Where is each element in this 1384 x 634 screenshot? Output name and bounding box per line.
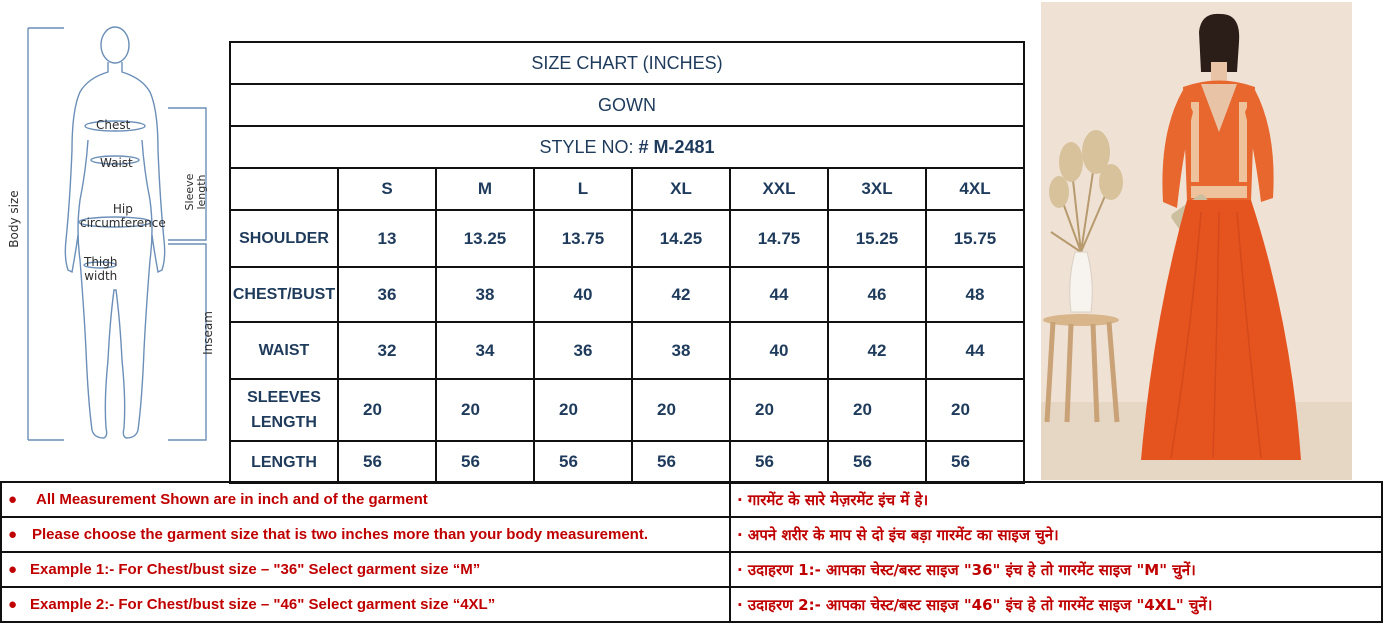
bullet-icon: ● bbox=[8, 526, 18, 543]
product-photo bbox=[1041, 2, 1352, 480]
table-cell: 20 bbox=[730, 379, 828, 441]
note-text: Example 1:- For Chest/bust size – "36" Select garment size “M” bbox=[30, 561, 481, 578]
table-cell: 56 bbox=[926, 441, 1024, 483]
table-row bbox=[230, 379, 1024, 441]
body-measurement-diagram bbox=[0, 0, 228, 480]
style-label: STYLE NO: bbox=[539, 136, 634, 157]
chart-title: SIZE CHART (INCHES) bbox=[230, 42, 1024, 84]
row-label: SLEEVES LENGTH bbox=[230, 379, 338, 441]
table-cell: 20 bbox=[534, 379, 632, 441]
table-cell: 36 bbox=[534, 322, 632, 379]
note-row bbox=[1, 587, 1382, 622]
table-cell: 20 bbox=[828, 379, 926, 441]
table-cell: 20 bbox=[632, 379, 730, 441]
thigh-label: Thigh width bbox=[84, 255, 118, 283]
inseam-label: Inseam bbox=[201, 311, 215, 355]
note-row bbox=[1, 517, 1382, 552]
row-label: SHOULDER bbox=[230, 210, 338, 267]
table-cell: 40 bbox=[534, 267, 632, 322]
table-cell: 42 bbox=[632, 267, 730, 322]
size-header: 3XL bbox=[828, 168, 926, 210]
table-cell: 42 bbox=[828, 322, 926, 379]
hip-label: Hip circumference bbox=[80, 202, 166, 230]
size-chart-table bbox=[229, 41, 1025, 484]
table-cell: 13.75 bbox=[534, 210, 632, 267]
table-cell: 36 bbox=[338, 267, 436, 322]
row-label: CHEST/BUST bbox=[230, 267, 338, 322]
table-cell: 40 bbox=[730, 322, 828, 379]
table-cell: 44 bbox=[926, 322, 1024, 379]
table-row bbox=[230, 267, 1024, 322]
gown-model-icon bbox=[1041, 2, 1352, 480]
size-header: S bbox=[338, 168, 436, 210]
notes-table bbox=[0, 481, 1383, 623]
note-hindi: · उदाहरण 2:- आपका चेस्ट/बस्ट साइज "46" इंच हे तो गारमेंट साइज "4XL" चुनें। bbox=[730, 587, 1382, 622]
size-header: M bbox=[436, 168, 534, 210]
note-english bbox=[1, 482, 730, 517]
table-cell: 44 bbox=[730, 267, 828, 322]
waist-label: Waist bbox=[100, 156, 133, 170]
table-cell: 56 bbox=[730, 441, 828, 483]
size-header-row bbox=[230, 168, 1024, 210]
corner-cell bbox=[230, 168, 338, 210]
table-cell: 15.25 bbox=[828, 210, 926, 267]
table-cell: 38 bbox=[436, 267, 534, 322]
note-text: All Measurement Shown are in inch and of the garment bbox=[36, 491, 428, 508]
row-label: WAIST bbox=[230, 322, 338, 379]
table-cell: 48 bbox=[926, 267, 1024, 322]
size-header: XL bbox=[632, 168, 730, 210]
table-cell: 38 bbox=[632, 322, 730, 379]
note-english bbox=[1, 552, 730, 587]
note-text: Please choose the garment size that is two inches more than your body measurement. bbox=[32, 526, 649, 543]
table-row bbox=[230, 441, 1024, 483]
table-cell: 56 bbox=[534, 441, 632, 483]
table-cell: 56 bbox=[828, 441, 926, 483]
note-row bbox=[1, 482, 1382, 517]
size-header: XXL bbox=[730, 168, 828, 210]
table-cell: 20 bbox=[926, 379, 1024, 441]
note-hindi: · अपने शरीर के माप से दो इंच बड़ा गारमेंट का साइज चुने। bbox=[730, 517, 1382, 552]
chest-label: Chest bbox=[96, 118, 131, 132]
style-number-cell bbox=[230, 126, 1024, 168]
note-english bbox=[1, 517, 730, 552]
bullet-icon: ● bbox=[8, 596, 18, 613]
table-cell: 56 bbox=[436, 441, 534, 483]
style-number: # M-2481 bbox=[638, 136, 715, 157]
note-text: Example 2:- For Chest/bust size – "46" Select garment size “4XL” bbox=[30, 596, 496, 613]
table-cell: 56 bbox=[632, 441, 730, 483]
bullet-icon: ● bbox=[8, 561, 18, 578]
table-cell: 32 bbox=[338, 322, 436, 379]
note-hindi: · गारमेंट के सारे मेज़रमेंट इंच में हे। bbox=[730, 482, 1382, 517]
note-english bbox=[1, 587, 730, 622]
table-cell: 56 bbox=[338, 441, 436, 483]
table-cell: 34 bbox=[436, 322, 534, 379]
table-cell: 46 bbox=[828, 267, 926, 322]
note-row bbox=[1, 552, 1382, 587]
note-hindi: · उदाहरण 1:- आपका चेस्ट/बस्ट साइज "36" इंच हे तो गारमेंट साइज "M" चुनें। bbox=[730, 552, 1382, 587]
table-row bbox=[230, 322, 1024, 379]
sleeve-length-label: Sleeve length bbox=[183, 173, 208, 211]
size-header: 4XL bbox=[926, 168, 1024, 210]
product-name: GOWN bbox=[230, 84, 1024, 126]
body-size-label: Body size bbox=[7, 190, 21, 248]
row-label: LENGTH bbox=[230, 441, 338, 483]
table-cell: 20 bbox=[338, 379, 436, 441]
bullet-icon: ● bbox=[8, 491, 18, 508]
size-header: L bbox=[534, 168, 632, 210]
table-cell: 13.25 bbox=[436, 210, 534, 267]
table-cell: 14.25 bbox=[632, 210, 730, 267]
body-silhouette-icon bbox=[0, 0, 228, 480]
table-row bbox=[230, 210, 1024, 267]
table-cell: 20 bbox=[436, 379, 534, 441]
table-cell: 14.75 bbox=[730, 210, 828, 267]
table-cell: 13 bbox=[338, 210, 436, 267]
table-cell: 15.75 bbox=[926, 210, 1024, 267]
